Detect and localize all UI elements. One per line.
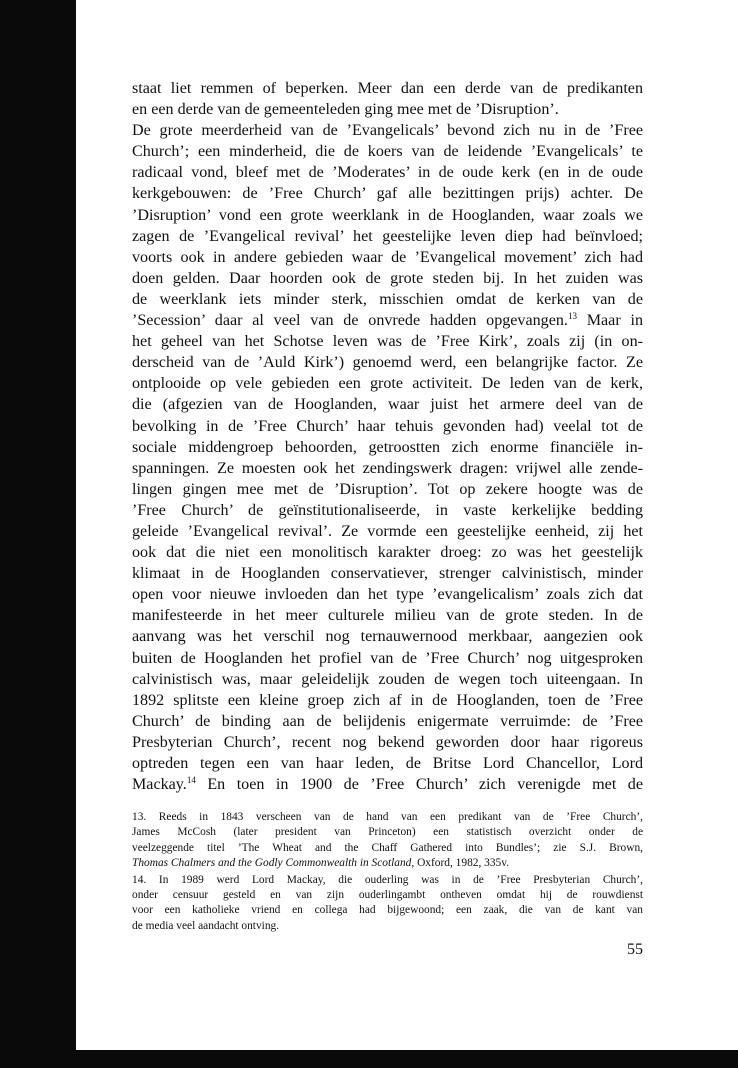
body-line-text: ook dat die niet een monolitisch karakter droeg: zo was het geestelijk [132,544,643,562]
body-line-text: doen gelden. Daar hoorden ook de grote steden bij. In het zuiden was [132,269,643,287]
body-line [132,99,643,120]
body-line [132,563,643,584]
body-line [132,310,643,331]
body-line [132,373,643,394]
body-line [132,774,643,795]
footnote-line [132,856,643,871]
body-line-text: kerkgebouwen: de ’Free Church’ gaf alle bezittingen prijs) achter. De [132,185,643,203]
footnote-line-text: veelzeggende titel ’The Wheat and the Chaff Gathered into Bundles’; zie S.J. Brown, [132,841,643,854]
body-line-text: radicaal vond, bleef met de ’Moderates’ in de oude kerk (en in de oude [132,164,643,182]
footnote-line-text: 14. In 1989 werd Lord Mackay, die ouderling was in de ’Free Presbyterian Church’, [132,873,643,886]
body-line-text: en een derde van de gemeenteleden ging mee met de ’Disruption’. [132,101,559,119]
footnote-line-text: James McCosh (later president van Princeton) een statistisch overzicht onder de [132,826,643,839]
body-line [132,78,643,99]
body-line [132,289,643,310]
body-line-text: Church’; een minderheid, die de koers van de leidende ’Evangelicals’ te [132,143,643,161]
footnote-book-title: Thomas Chalmers and the Godly Commonwealth in Scotland, [132,857,415,870]
body-line-text: spanningen. Ze moesten ook het zendingswerk dragen: vrijwel alle zende- [132,459,643,477]
body-line [132,626,643,647]
footnote-reference: 13 [567,311,577,322]
footnote-line [132,903,643,918]
body-line [132,732,643,753]
body-line-text: geleide ’Evangelical revival’. Ze vormde een geestelijke eenheid, zij het [132,522,643,540]
body-line [132,479,643,500]
body-line [132,352,643,373]
body-line [132,711,643,732]
body-line-text: open voor nieuwe invloeden dan het type ’evangelicalism’ zoals zich dat [132,586,643,604]
body-line [132,437,643,458]
body-line-text: voorts ook in andere gebieden waar de ’Evangelical movement’ zich had [132,248,643,266]
body-line-text: Mackay. [132,776,187,794]
footnote-line [132,825,643,840]
body-line [132,268,643,289]
footnote-line [132,873,643,888]
footnote-reference: 14 [186,775,196,786]
footnote-line-text: de media veel aandacht ontving. [132,919,280,932]
footnote-line-text: Oxford, 1982, 335v. [414,857,510,870]
body-line-text: de weerklank iets minder sterk, misschien omdat de kerken van de [132,290,643,308]
body-line-text: ontplooide op vele gebieden een grote activiteit. De leden van de kerk, [132,375,643,393]
body-line-text: ’Secession’ daar al veel van de onvrede hadden opgevangen. [132,312,568,330]
body-line [132,500,643,521]
body-line [132,584,643,605]
body-line-text: staat liet remmen of beperken. Meer dan een derde van de predikanten [132,80,643,97]
body-line [132,205,643,226]
body-line [132,226,643,247]
body-line-text: De grote meerderheid van de ’Evangelicals’ bevond zich nu in de ’Free [132,122,643,140]
body-line-text: zagen de ’Evangelical revival’ het geestelijke leven diep had beïnvloed; [132,227,643,245]
footnote-line [132,919,643,934]
page-number: 55 [627,941,643,958]
body-line-text-continued: En toen in 1900 de ’Free Church’ zich verenigde met de [195,776,643,794]
body-line-text: het geheel van het Schotse leven was de ’Free Kirk’, zoals zij (in on- [132,333,643,351]
body-line [132,416,643,437]
body-line-text: 1892 splitste een kleine groep zich af in de Hooglanden, toen de ’Free [132,691,643,709]
body-line [132,394,643,415]
body-line [132,183,643,204]
body-line-text: die (afgezien van de Hooglanden, waar juist het armere deel van de [132,396,643,414]
body-line-text: sociale middengroep behoorden, getroostten zich enorme financiële in- [132,438,643,456]
body-line-text-continued: Maar in [576,312,643,330]
body-line-text: bevolking in de ’Free Church’ haar tehuis gevonden had) veelal tot de [132,417,643,435]
body-line-text: lingen gingen mee met de ’Disruption’. Tot op zekere hoogte was de [132,480,643,498]
body-line [132,141,643,162]
body-line [132,521,643,542]
body-line-text: ’Disruption’ vond een grote weerklank in de Hooglanden, waar zoals we [132,206,643,224]
body-text [132,78,643,795]
body-line-text: derscheid van de ’Auld Kirk’) genoemd werd, een belangrijke factor. Ze [132,354,643,372]
footnote-line [132,841,643,856]
footnote-line-text: onder censuur gesteld en van zijn ouderlingambt ontheven omdat hij de rouwdienst [132,889,643,902]
footnote-line-text: 13. Reeds in 1843 verscheen van de hand van een predikant van de ’Free Church’, [132,811,643,823]
body-line-text: manifesteerde in het meer culturele milieu van de grote steden. In de [132,607,643,625]
body-line [132,690,643,711]
body-line [132,247,643,268]
body-line-text: optreden tegen een van haar leden, de Britse Lord Chancellor, Lord [132,755,643,772]
body-line-text: aanvang was het verschil nog ternauwernood merkbaar, aangezien ook [132,628,643,646]
body-line-text: calvinistisch was, maar geleidelijk zouden de wegen toch uiteengaan. In [132,670,643,688]
body-line [132,753,643,774]
body-line-text: klimaat in de Hooglanden conservatiever, strenger calvinistisch, minder [132,565,643,583]
footnotes [132,810,643,935]
footnote-line-text: voor een katholieke vriend en collega had bijgewoond; een zaak, die van de kant van [132,904,643,917]
body-line-text: Presbyterian Church’, recent nog bekend geworden door haar rigoreus [132,733,643,751]
body-line [132,120,643,141]
body-line [132,542,643,563]
footnote-line [132,810,643,825]
scan-border-left [0,0,76,1068]
body-line [132,458,643,479]
body-line [132,605,643,626]
body-line [132,648,643,669]
footnote [132,873,643,935]
footnote [132,810,643,872]
body-line [132,331,643,352]
footnote-line [132,888,643,903]
body-line [132,162,643,183]
body-line-text: Church’ de binding aan de belijdenis enigermate verruimde: de ’Free [132,712,643,730]
body-line-text: ’Free Church’ de geïnstitutionaliseerde, in vaste kerkelijke bedding [132,501,643,519]
body-line-text: buiten de Hooglanden het profiel van de ’Free Church’ nog uitgesproken [132,649,643,667]
scan-border-bottom [0,1050,738,1068]
body-line [132,669,643,690]
